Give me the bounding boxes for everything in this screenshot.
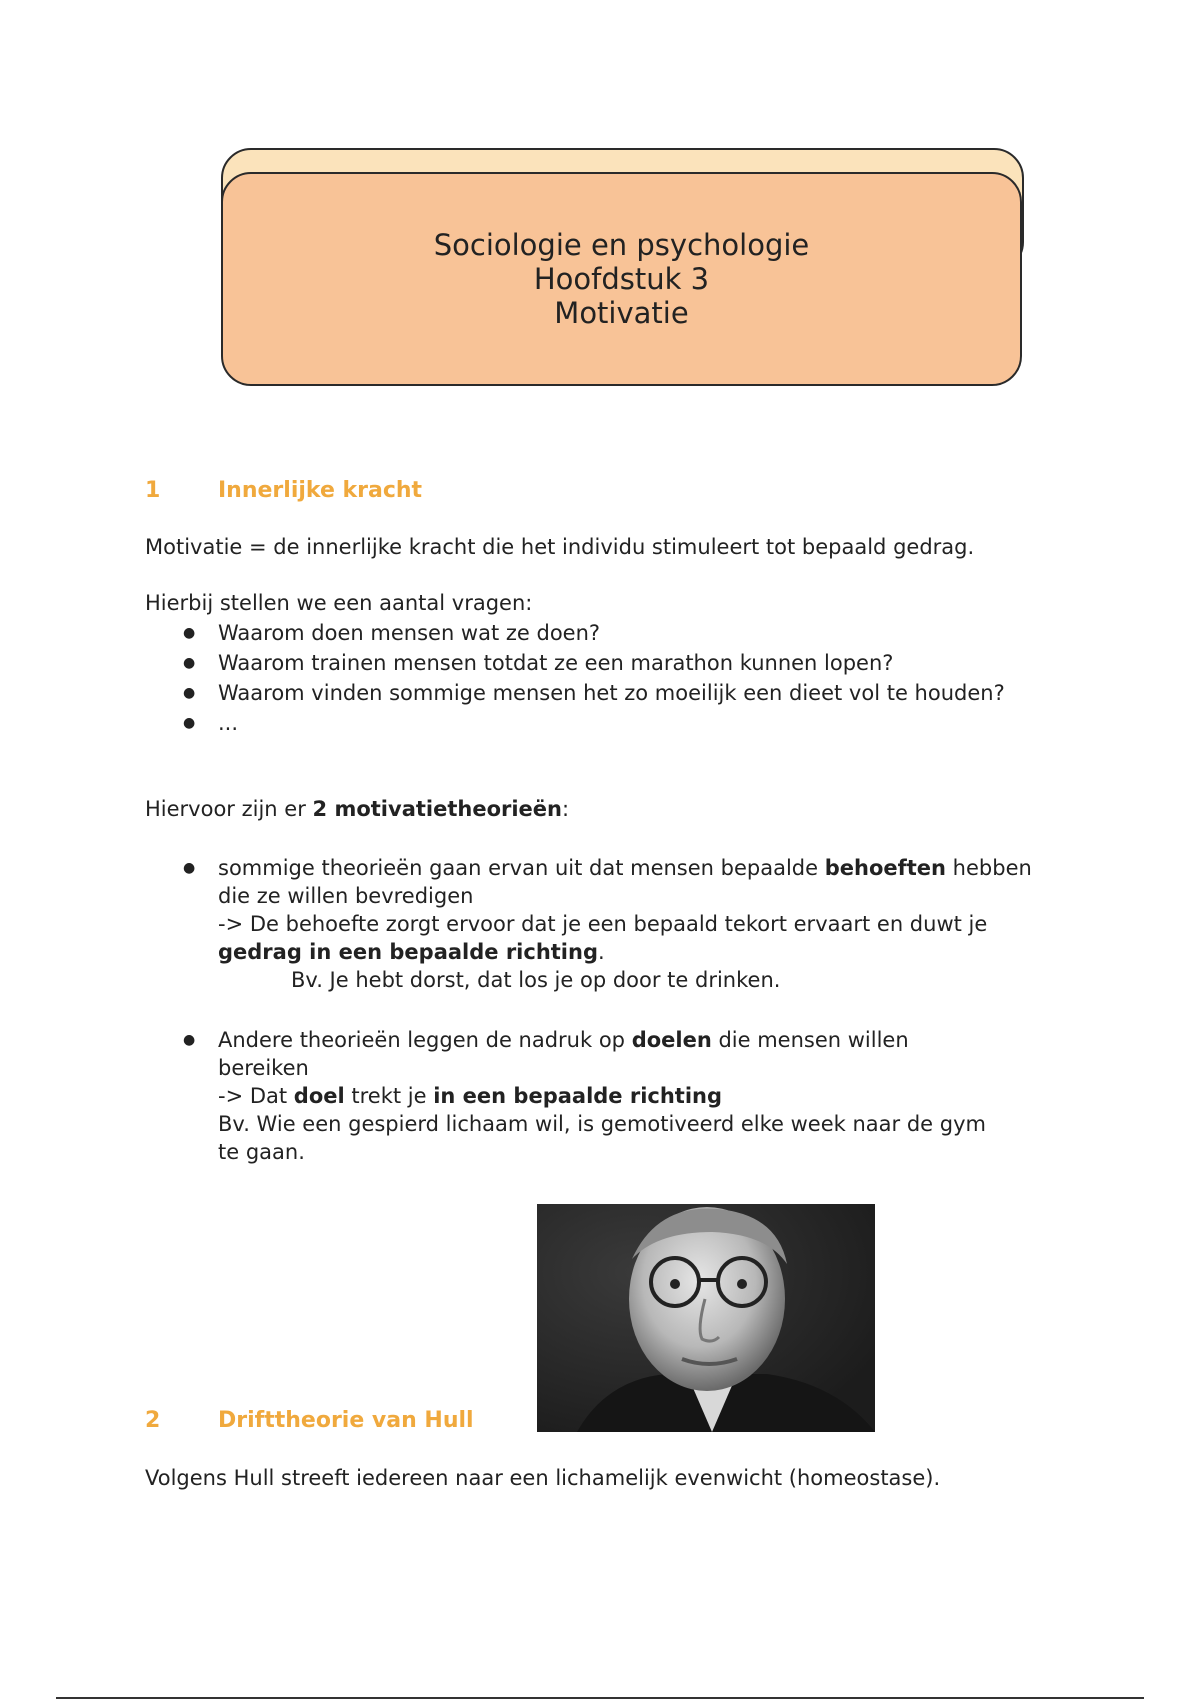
questions-intro: Hierbij stellen we een aantal vragen: xyxy=(145,591,533,615)
section-2-number: 2 xyxy=(145,1408,161,1433)
section-2-heading xyxy=(145,1408,474,1433)
list-item: ● ... xyxy=(145,709,1005,737)
portrait-photo xyxy=(537,1204,875,1432)
theory-1-period: . xyxy=(598,940,605,964)
list-item: ● Waarom vinden sommige mensen het zo moeilijk een dieet vol te houden? xyxy=(145,679,1005,707)
theories-intro xyxy=(145,795,569,823)
list-item xyxy=(145,854,1065,994)
section-2-title: Drifttheorie van Hull xyxy=(218,1408,474,1433)
theory-1-example: Bv. Je hebt dorst, dat los je op door te drinken. xyxy=(291,968,781,992)
hull-text: Volgens Hull streeft iedereen naar een lichamelijk evenwicht (homeostase). xyxy=(145,1466,941,1490)
theory-1-direction: gedrag in een bepaalde richting xyxy=(218,940,598,964)
theory-1-text: sommige theorieën gaan ervan uit dat mensen bepaalde xyxy=(218,856,825,880)
theory-1-needs: behoeften xyxy=(824,856,946,880)
theory-2-goals: doelen xyxy=(631,1028,712,1052)
theory-2-pulls: trekt je xyxy=(344,1084,434,1108)
title-line-1: Sociologie en psychologie xyxy=(433,228,810,262)
list-item: ● Waarom doen mensen wat ze doen? xyxy=(145,619,1005,647)
theory-1-explanation: -> De behoefte zorgt ervoor dat je een bepaald tekort ervaart en duwt je xyxy=(218,912,988,936)
questions-list xyxy=(145,619,1005,737)
theories-intro-bold: 2 motivatietheorieën xyxy=(312,797,562,821)
title-line-3: Motivatie xyxy=(554,296,689,330)
theory-2-example: Bv. Wie een gespierd lichaam wil, is gemotiveerd elke week naar de gym te gaan. xyxy=(218,1112,986,1164)
section-1-number: 1 xyxy=(145,478,161,503)
list-item: ● Waarom trainen mensen totdat ze een marathon kunnen lopen? xyxy=(145,649,1005,677)
title-card xyxy=(221,172,1022,386)
theory-1-text-2: hebben die ze willen bevredigen xyxy=(218,856,1032,908)
section-1-title: Innerlijke kracht xyxy=(218,478,423,503)
section-1-heading xyxy=(145,478,422,503)
theory-2-direction: in een bepaalde richting xyxy=(433,1084,723,1108)
theory-2-arrow: -> Dat xyxy=(218,1084,294,1108)
theory-2-goal: doel xyxy=(293,1084,345,1108)
theories-intro-text: Hiervoor zijn er xyxy=(145,797,313,821)
portrait-photo-icon xyxy=(537,1204,875,1432)
theory-2-list xyxy=(145,1026,1005,1166)
theories-intro-colon: : xyxy=(562,797,570,821)
theory-2-text-2: die mensen willen bereiken xyxy=(218,1028,909,1080)
footer-divider xyxy=(56,1697,1144,1699)
theory-1-list xyxy=(145,854,1065,994)
motivation-definition: Motivatie = de innerlijke kracht die het individu stimuleert tot bepaald gedrag. xyxy=(145,535,975,559)
list-item xyxy=(145,1026,1005,1166)
theory-2-text: Andere theorieën leggen de nadruk op xyxy=(218,1028,632,1052)
title-line-2: Hoofdstuk 3 xyxy=(533,262,710,296)
